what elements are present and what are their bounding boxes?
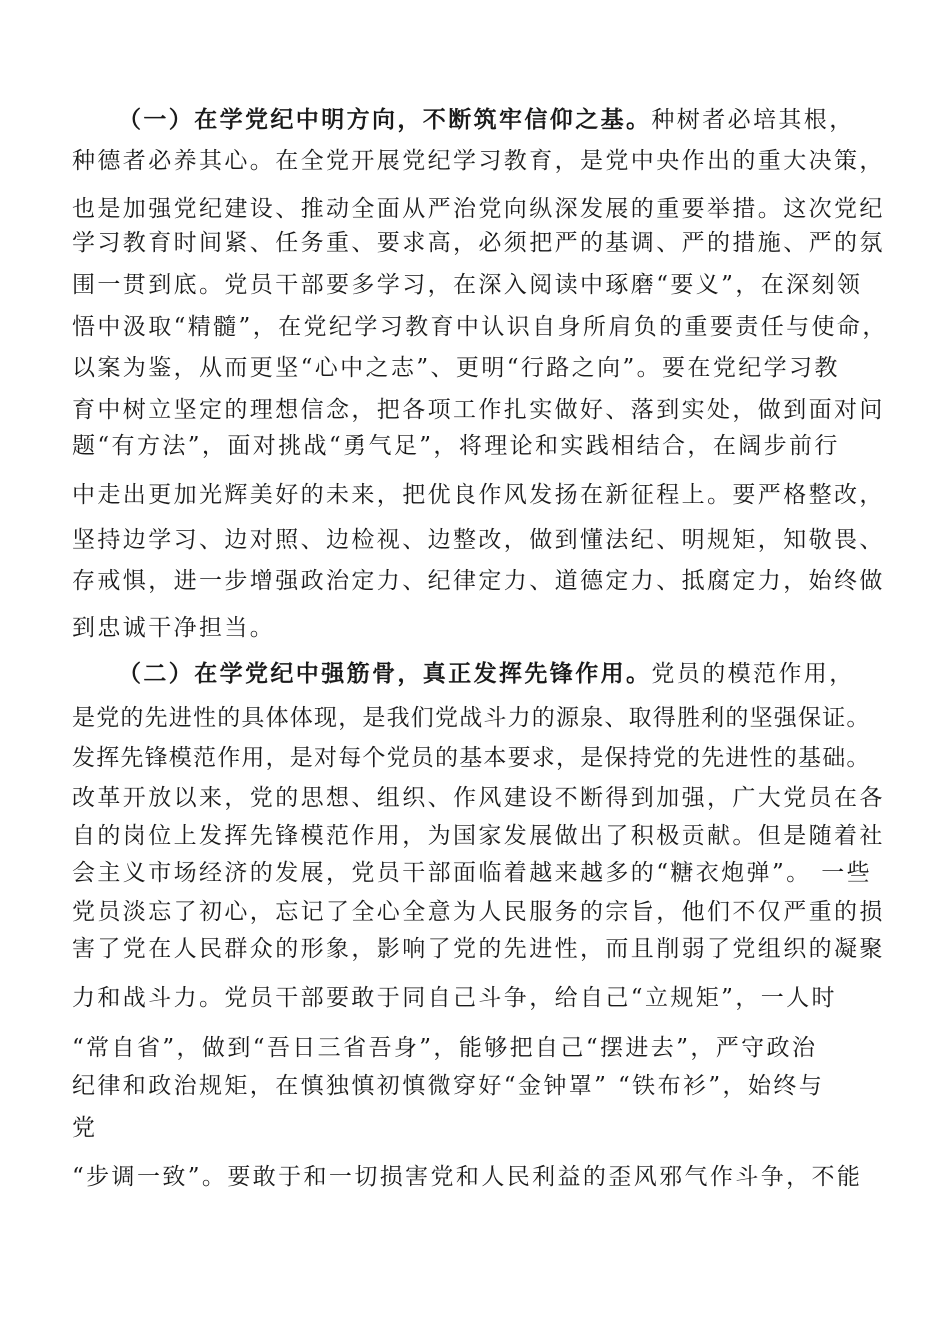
paragraph-1-line-2: 种德者必养其心。在全党开展党纪学习教育，是党中央作出的重大决策， <box>72 148 885 174</box>
paragraph-2-line-5: 自的岗位上发挥先锋模范作用，为国家发展做出了积极贡献。但是随着社 <box>72 823 885 849</box>
paragraph-1-line-10: 中走出更加光辉美好的未来，把优良作风发扬在新征程上。要严格整改， <box>72 482 885 508</box>
paragraph-1-line-11: 坚持边学习、边对照、边检视、边整改，做到懂法纪、明规矩，知敬畏、 <box>72 527 885 553</box>
section-1-lead-text: 种树者必培其根， <box>651 107 855 133</box>
paragraph-2-line-13: “步调一致”。要敢于和一切损害党和人民利益的歪风邪气作斗争，不能 <box>72 1164 863 1190</box>
section-2-heading: （二）在学党纪中强筋骨，真正发挥先锋作用。 <box>118 661 652 687</box>
paragraph-2-line-1 <box>118 656 855 692</box>
section-2-lead-text: 党员的模范作用， <box>651 661 855 687</box>
paragraph-2-line-12: 党 <box>72 1115 98 1141</box>
paragraph-1-line-12: 存戒惧，进一步增强政治定力、纪律定力、道德定力、抵腐定力，始终做 <box>72 568 885 594</box>
paragraph-1-line-7: 以案为鉴，从而更坚“心中之志”、更明“行路之向”。要在党纪学习教 <box>72 355 840 381</box>
paragraph-2-line-6: 会主义市场经济的发展，党员干部面临着越来越多的“糖衣炮弹”。 一些 <box>72 860 873 886</box>
paragraph-1-line-3: 也是加强党纪建设、推动全面从严治党向纵深发展的重要举措。这次党纪 <box>72 196 885 222</box>
paragraph-1-line-9: 题“有方法”，面对挑战“勇气足”，将理论和实践相结合，在阔步前行 <box>72 433 840 459</box>
paragraph-2-line-11: 纪律和政治规矩，在慎独慎初慎微穿好“金钟罩” “铁布衫”，始终与 <box>72 1073 825 1099</box>
paragraph-1-line-8: 育中树立坚定的理想信念，把各项工作扎实做好、落到实处，做到面对问 <box>72 397 885 423</box>
paragraph-2-line-3: 发挥先锋模范作用，是对每个党员的基本要求，是保持党的先进性的基础。 <box>72 745 871 771</box>
section-1-heading: （一）在学党纪中明方向，不断筑牢信仰之基。 <box>118 107 652 133</box>
paragraph-2-line-7: 党员淡忘了初心，忘记了全心全意为人民服务的宗旨，他们不仅严重的损 <box>72 899 885 925</box>
paragraph-1-line-5: 围一贯到底。党员干部要多学习，在深入阅读中琢磨“要义”，在深刻领 <box>72 272 863 298</box>
paragraph-2-line-2: 是党的先进性的具体体现，是我们党战斗力的源泉、取得胜利的坚强保证。 <box>72 705 871 731</box>
paragraph-1-line-6: 悟中汲取“精髓”，在党纪学习教育中认识自身所肩负的重要责任与使命， <box>72 314 888 340</box>
paragraph-1-line-4: 学习教育时间紧、任务重、要求高，必须把严的基调、严的措施、严的氛 <box>72 230 885 256</box>
paragraph-2-line-10: “常自省”，做到“吾日三省吾身”，能够把自己“摆进去”，严守政治 <box>72 1035 818 1061</box>
paragraph-2-line-8: 害了党在人民群众的形象，影响了党的先进性，而且削弱了党组织的凝聚 <box>72 936 885 962</box>
paragraph-2-line-4: 改革开放以来，党的思想、组织、作风建设不断得到加强，广大党员在各 <box>72 785 885 811</box>
paragraph-1-line-13: 到忠诚干净担当。 <box>72 615 276 641</box>
paragraph-2-line-9: 力和战斗力。党员干部要敢于同自己斗争，给自己“立规矩”，一人时 <box>72 985 837 1011</box>
paragraph-1-line-1 <box>118 102 855 138</box>
